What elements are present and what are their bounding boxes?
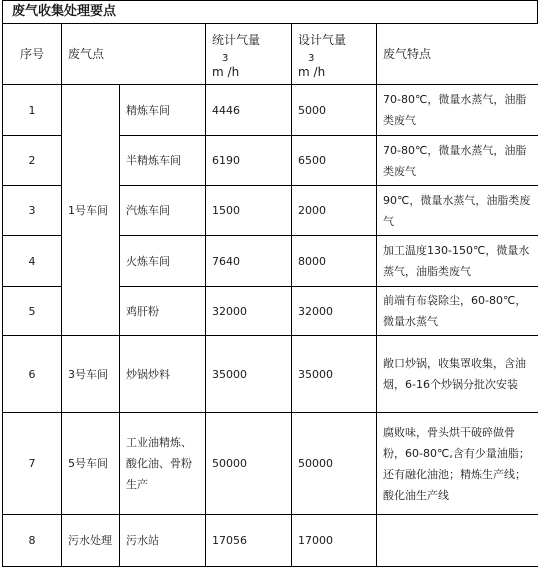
row-stat: 17056 — [206, 515, 292, 567]
header-feature: 废气特点 — [377, 24, 538, 85]
group-sewage: 污水处理 — [62, 515, 120, 567]
row-stat: 6190 — [206, 136, 292, 186]
row-idx: 4 — [3, 236, 62, 287]
header-stat-label: 统计气量 — [212, 32, 261, 47]
table-title: 废气收集处理要点 — [2, 0, 538, 23]
table-row — [3, 515, 538, 567]
row-name: 精炼车间 — [120, 85, 206, 136]
row-name: 半精炼车间 — [120, 136, 206, 186]
row-stat: 35000 — [206, 336, 292, 413]
group-workshop-5: 5号车间 — [62, 413, 120, 515]
header-design-unit: m /h — [298, 64, 326, 79]
row-name: 鸡肝粉 — [120, 287, 206, 336]
row-stat: 1500 — [206, 186, 292, 236]
row-design: 8000 — [292, 236, 377, 287]
row-feature: 前端有布袋除尘，60-80℃，微量水蒸气 — [377, 287, 538, 336]
header-stat-unit: m /h — [212, 64, 240, 79]
row-idx: 1 — [3, 85, 62, 136]
row-stat: 50000 — [206, 413, 292, 515]
header-stat-unit-sup: 3 — [222, 52, 229, 64]
table-row — [3, 85, 538, 136]
row-design: 5000 — [292, 85, 377, 136]
row-name: 污水站 — [120, 515, 206, 567]
row-stat: 32000 — [206, 287, 292, 336]
row-design: 35000 — [292, 336, 377, 413]
header-point: 废气点 — [62, 24, 206, 85]
row-design: 32000 — [292, 287, 377, 336]
header-design-label: 设计气量 — [298, 32, 347, 47]
row-idx: 3 — [3, 186, 62, 236]
header-stat — [206, 24, 292, 85]
row-stat: 4446 — [206, 85, 292, 136]
row-feature: 70-80℃，微量水蒸气，油脂类废气 — [377, 136, 538, 186]
row-name: 汽炼车间 — [120, 186, 206, 236]
row-stat: 7640 — [206, 236, 292, 287]
row-design: 2000 — [292, 186, 377, 236]
row-feature: 70-80℃，微量水蒸气，油脂类废气 — [377, 85, 538, 136]
row-design: 6500 — [292, 136, 377, 186]
row-name: 炒锅炒料 — [120, 336, 206, 413]
row-feature: 腐败味，骨头烘干破碎做骨粉，60-80℃,含有少量油脂；还有融化油池；精炼生产线；酸化油生产线 — [377, 413, 538, 515]
exhaust-table — [2, 23, 538, 567]
row-design: 17000 — [292, 515, 377, 567]
row-name: 火炼车间 — [120, 236, 206, 287]
row-feature — [377, 515, 538, 567]
header-row — [3, 24, 538, 85]
row-idx: 7 — [3, 413, 62, 515]
header-idx: 序号 — [3, 24, 62, 85]
header-design — [292, 24, 377, 85]
row-feature: 敞口炒锅，收集罩收集，含油烟，6-16个炒锅分批次安装 — [377, 336, 538, 413]
row-feature: 加工温度130-150℃，微量水蒸气，油脂类废气 — [377, 236, 538, 287]
row-feature: 90℃，微量水蒸气，油脂类废气 — [377, 186, 538, 236]
row-name: 工业油精炼、酸化油、骨粉生产 — [120, 413, 206, 515]
row-design: 50000 — [292, 413, 377, 515]
row-idx: 8 — [3, 515, 62, 567]
header-design-unit-sup: 3 — [308, 52, 315, 64]
row-idx: 6 — [3, 336, 62, 413]
group-workshop-1: 1号车间 — [62, 85, 120, 336]
group-workshop-3: 3号车间 — [62, 336, 120, 413]
row-idx: 2 — [3, 136, 62, 186]
table-row — [3, 336, 538, 413]
table-row — [3, 413, 538, 515]
row-idx: 5 — [3, 287, 62, 336]
